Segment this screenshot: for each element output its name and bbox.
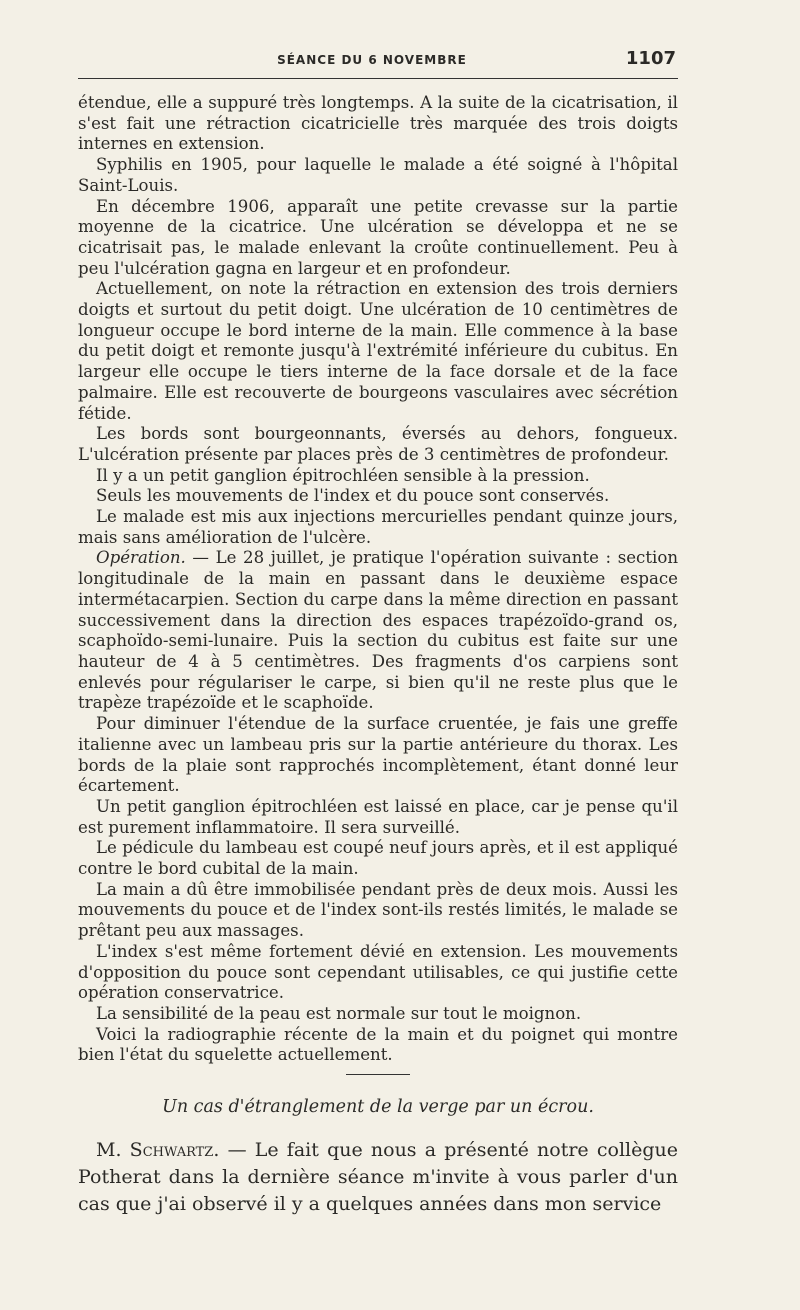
paragraph: Il y a un petit ganglion épitrochléen sensible à la pression. (96, 465, 590, 485)
operation-label: Opération. — (96, 548, 209, 568)
running-title: SÉANCE DU 6 NOVEMBRE (277, 53, 467, 67)
paragraph: En décembre 1906, apparaît une petite crevasse sur la partie moyenne de la cicatrice. Une ulcération se développa et ne se cicatrisait pas, le malade enlevant la croûte continuellement. Peu à peu l'ulcération gagna en largeur et en profondeur. (78, 196, 678, 278)
paragraph: Le malade est mis aux injections mercurielles pendant quinze jours, mais sans amélioration de l'ulcère. (78, 507, 678, 547)
paragraph: Voici la radiographie récente de la main et du poignet qui montre bien l'état du squelette actuellement. (78, 1024, 678, 1065)
section-divider (346, 1074, 410, 1075)
paragraph: Syphilis en 1905, pour laquelle le malade a été soigné à l'hôpital Saint-Louis. (78, 155, 678, 195)
paragraph: Actuellement, on note la rétraction en extension des trois derniers doigts et surtout du petit doigt. Une ulcération de 10 centimètres de longueur occupe le bord interne de la main. Elle commence à la base du petit doigt et remonte jusqu'à l'extrémité inférieure du cubitus. En largeur elle occupe le tiers interne de la face dorsale et de la face palmaire. Elle est recouverte de bourgeons vasculaires avec sécrétion fétide. (78, 279, 678, 423)
intro-text: — Le fait que nous a présenté notre collègue Potherat dans la dernière séance m'invite à vous parler d'un cas que j'ai observé il y a quelques années dans mon service (78, 1139, 678, 1216)
operation-text: Le 28 juillet, je pratique l'opération suivante : section longitudinale de la main en passant dans le deuxième espace intermétacarpien. Section du carpe dans la même direction en passant successivement dans la direction des espaces trapézoïdo-grand os, scaphoïdo-semi-lunaire. Puis la section du cubitus est faite sur une hauteur de 4 à 5 centimètres. Des fragments d'os carpiens sont enlevés pour régulariser le carpe, si bien qu'il ne reste plus que le trapèze trapézoïde et le scaphoïde. (78, 548, 679, 713)
paragraph: Le pédicule du lambeau est coupé neuf jours après, et il est appliqué contre le bord cubital de la main. (78, 838, 678, 879)
speaker-name: M. Schwartz. (96, 1139, 220, 1162)
intro-paragraph (78, 1137, 678, 1218)
paragraph: Pour diminuer l'étendue de la surface cruentée, je fais une greffe italienne avec un lambeau pris sur la partie antérieure du thorax. Les bords de la plaie sont rapprochés incomplètement, étant donné leur écartement. (78, 714, 678, 796)
section-intro (78, 1137, 678, 1218)
paragraph: La sensibilité de la peau est normale sur tout le moignon. (96, 1003, 582, 1023)
paragraph: Seuls les mouvements de l'index et du pouce sont conservés. (96, 486, 610, 506)
operation-paragraph (78, 548, 678, 714)
paragraph: Les bords sont bourgeonnants, éversés au dehors, fongueux. L'ulcération présente par places près de 3 centimètres de profondeur. (78, 424, 678, 464)
page-number: 1107 (625, 48, 676, 69)
paragraph: étendue, elle a suppuré très longtemps. A la suite de la cicatrisation, il s'est fait une rétraction cicatricielle très marquée des trois doigts internes en extension. (78, 93, 678, 154)
page-header (78, 48, 678, 79)
section-title: Un cas d'étranglement de la verge par un écrou. (162, 1097, 594, 1118)
paragraph: L'index s'est même fortement dévié en extension. Les mouvements d'opposition du pouce sont cependant utilisables, ce qui justifie cette opération conservatrice. (78, 941, 678, 1003)
paragraph: La main a dû être immobilisée pendant près de deux mois. Aussi les mouvements du pouce et de l'index sont-ils restés limités, le malade se prêtant peu aux massages. (78, 879, 678, 941)
case-report-text (78, 93, 678, 1066)
document-page (78, 48, 678, 1218)
paragraph: Un petit ganglion épitrochléen est laissé en place, car je pense qu'il est purement inflammatoire. Il sera surveillé. (78, 796, 678, 837)
